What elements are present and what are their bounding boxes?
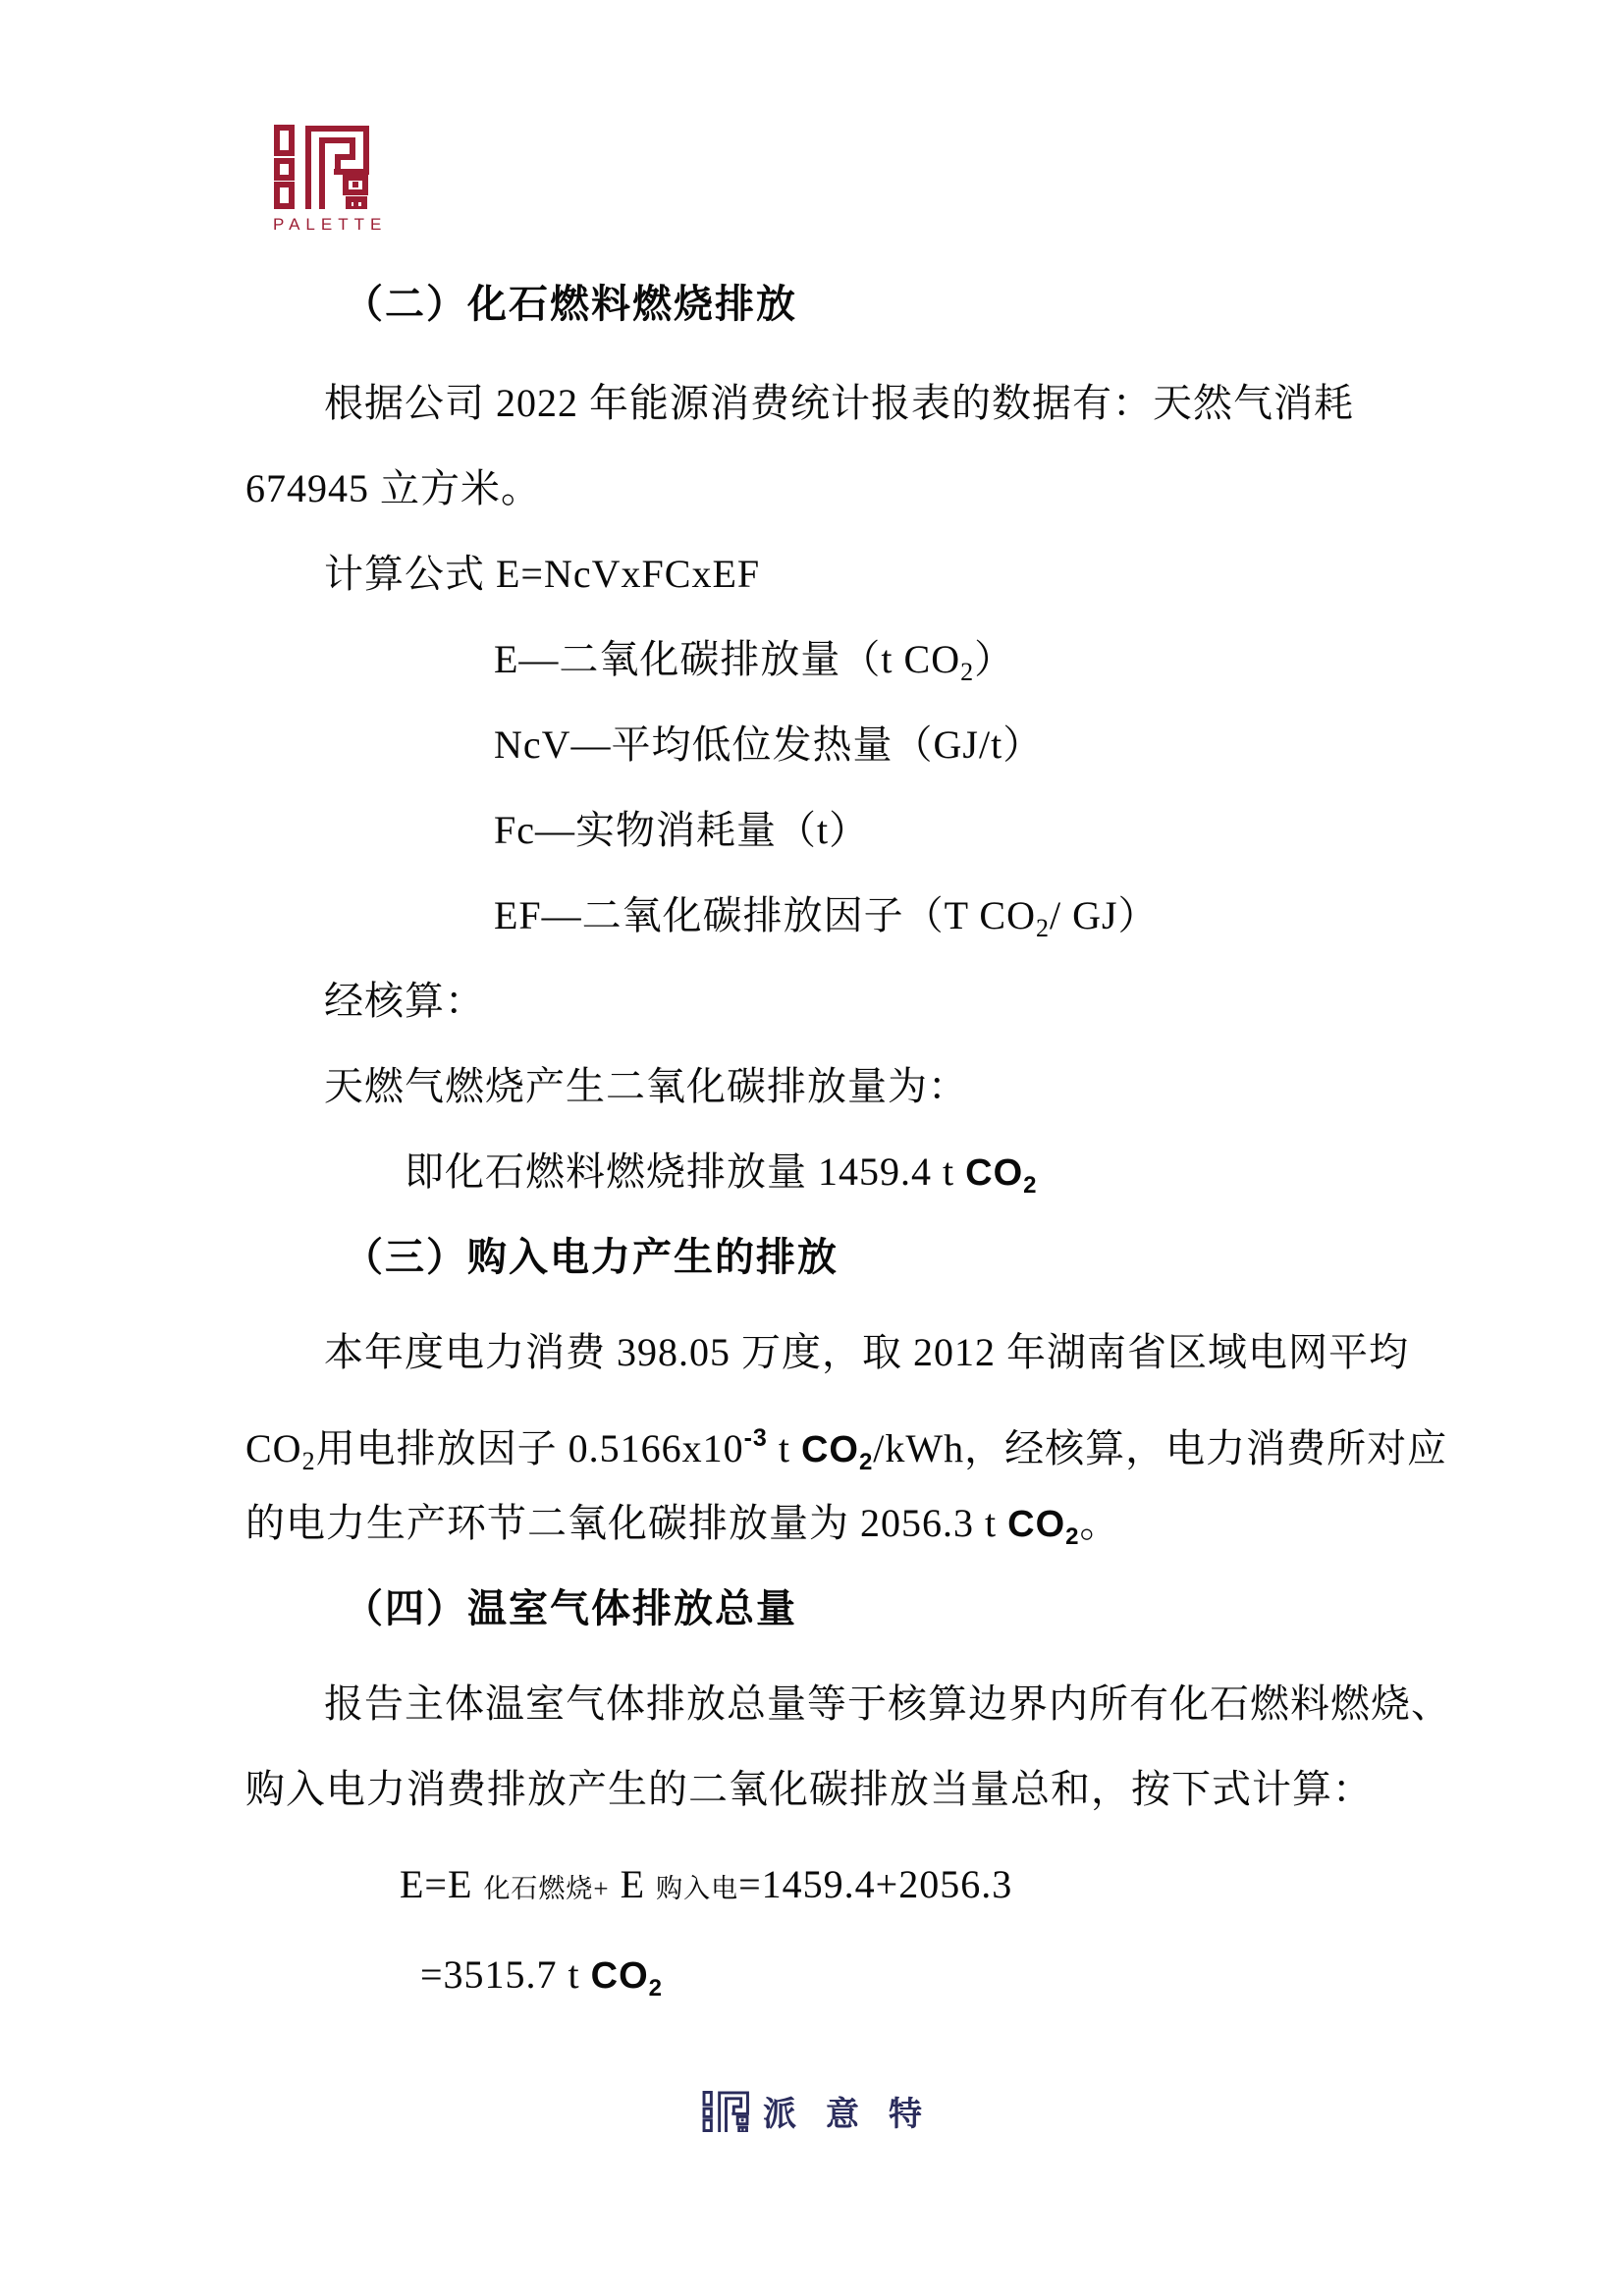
formula-line: E=E 化石燃烧+ E 购入电=1459.4+2056.3 [400,1862,1013,1906]
body-line: 计算公式 E=NcVxFCxEF [324,552,761,596]
palette-logo-text: PALETTE [273,215,388,234]
body-line: $CO_2$用电排放因子 $0.5166x10^{-3}$ t $CO_2$/kWh，经核算，电力消费所对应 [245,1424,1448,1475]
body-line: 的电力生产环节二氧化碳排放量为 2056.3 t $CO_2$。 [245,1501,1120,1550]
body-line: 根据公司 2022 年能源消费统计报表的数据有：天然气消耗 [324,381,1354,425]
footer-brand [0,2087,1624,2135]
result-line: 即化石燃料燃烧排放量 1459.4 t $CO_2$ [405,1149,1038,1199]
body-line: 报告主体温室气体排放总量等于核算边界内所有化石燃料燃烧、 [324,1682,1451,1726]
body-line: 天燃气燃烧产生二氧化碳排放量为： [324,1064,968,1108]
palette-logo [273,125,391,235]
section-heading-2: （二）化石燃料燃烧排放 [344,283,797,326]
palette-logo-mark-footer-icon [702,2091,750,2132]
body-line: 674945 立方米。 [245,466,541,510]
definition-line: EF—二氧化碳排放因子（T $CO_2/$ GJ） [494,893,1159,942]
section-heading-3: （三）购入电力产生的排放 [344,1236,839,1279]
body-line: 经核算： [324,979,485,1023]
body-line: 购入电力消费排放产生的二氧化碳排放当量总和，按下式计算： [245,1767,1373,1811]
definition-line: NcV—平均低位发热量（GJ/t） [494,722,1044,767]
footer-brand-text: 派意特 [763,2097,951,2133]
definition-line: Fc—实物消耗量（t） [494,808,870,852]
definition-line: E—二氧化碳排放量（t $CO_2$） [494,637,1015,686]
palette-logo-mark-icon [273,125,371,209]
body-line: 本年度电力消费 398.05 万度，取 2012 年湖南省区域电网平均 [324,1330,1409,1374]
formula-result-line: =3515.7 t $CO_2$ [420,1952,664,2002]
section-heading-4: （四）温室气体排放总量 [344,1587,797,1630]
